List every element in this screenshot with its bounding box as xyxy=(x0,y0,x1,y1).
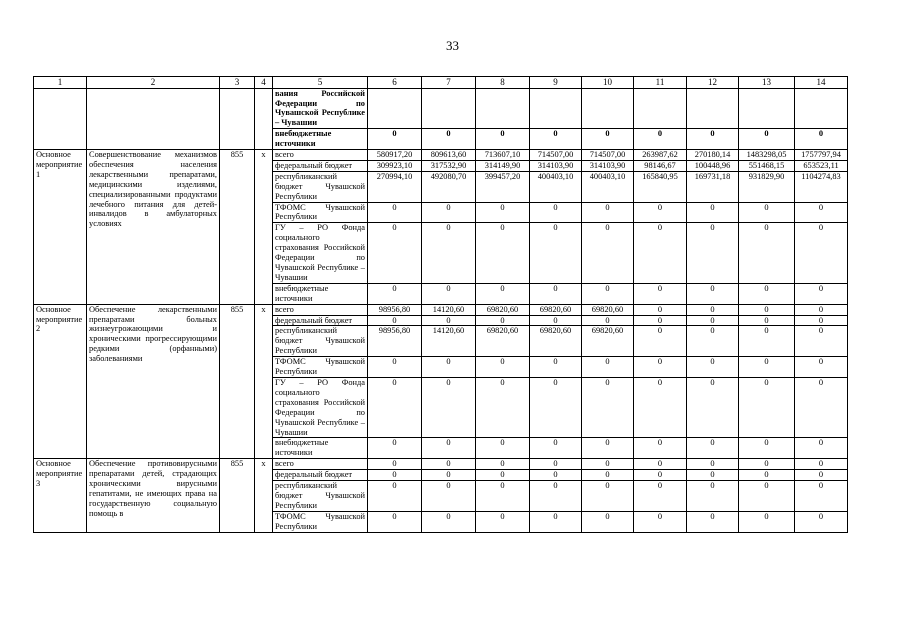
value-cell: 69820,60 xyxy=(530,326,582,357)
value-cell: 0 xyxy=(687,129,739,150)
value-cell: 0 xyxy=(739,129,795,150)
value-cell: 0 xyxy=(582,438,634,459)
value-cell: 0 xyxy=(530,283,582,304)
value-cell: 0 xyxy=(582,315,634,326)
value-cell: 0 xyxy=(795,223,848,283)
value-cell: 1483298,05 xyxy=(739,150,795,161)
table-row xyxy=(34,459,848,470)
value-cell: 270180,14 xyxy=(687,150,739,161)
value-cell: 0 xyxy=(634,377,687,437)
value-cell: 0 xyxy=(530,470,582,481)
value-cell xyxy=(582,88,634,129)
value-cell: 0 xyxy=(687,283,739,304)
source-cell: всего xyxy=(273,304,368,315)
value-cell: 0 xyxy=(739,511,795,532)
value-cell: 0 xyxy=(422,315,476,326)
value-cell: 0 xyxy=(530,315,582,326)
mark-cell: x xyxy=(255,150,273,305)
value-cell: 0 xyxy=(476,470,530,481)
value-cell: 0 xyxy=(476,511,530,532)
value-cell: 314103,90 xyxy=(530,160,582,171)
value-cell: 263987,62 xyxy=(634,150,687,161)
source-cell: внебюджетные источники xyxy=(273,283,368,304)
value-cell: 0 xyxy=(368,511,422,532)
value-cell: 0 xyxy=(530,223,582,283)
source-cell: ГУ – РО Фонда социального страхования Российской Федерации по Чувашской Республике – Чувашии xyxy=(273,223,368,283)
value-cell: 0 xyxy=(634,283,687,304)
value-cell: 69820,60 xyxy=(476,304,530,315)
value-cell: 0 xyxy=(795,283,848,304)
value-cell xyxy=(422,88,476,129)
value-cell: 714507,00 xyxy=(582,150,634,161)
value-cell xyxy=(634,88,687,129)
source-cell: ТФОМС Чувашской Республики xyxy=(273,202,368,223)
value-cell: 0 xyxy=(634,304,687,315)
value-cell: 0 xyxy=(368,459,422,470)
value-cell: 551468,15 xyxy=(739,160,795,171)
value-cell: 0 xyxy=(795,357,848,378)
value-cell xyxy=(739,88,795,129)
code-cell: 855 xyxy=(220,150,255,305)
mark-cell: x xyxy=(255,304,273,459)
name-cell xyxy=(87,88,220,149)
source-cell: федеральный бюджет xyxy=(273,315,368,326)
value-cell: 653523,11 xyxy=(795,160,848,171)
value-cell: 0 xyxy=(687,304,739,315)
code-cell: 855 xyxy=(220,459,255,532)
value-cell: 69820,60 xyxy=(582,304,634,315)
value-cell: 69820,60 xyxy=(530,304,582,315)
column-number-cell: 8 xyxy=(476,77,530,89)
value-cell: 714507,00 xyxy=(530,150,582,161)
value-cell: 0 xyxy=(795,511,848,532)
value-cell: 0 xyxy=(368,315,422,326)
value-cell: 0 xyxy=(687,202,739,223)
value-cell: 0 xyxy=(687,459,739,470)
value-cell: 0 xyxy=(422,438,476,459)
column-numbers-row xyxy=(34,77,848,89)
value-cell: 0 xyxy=(634,129,687,150)
value-cell: 0 xyxy=(634,202,687,223)
measure-name-cell: Обеспечение противовирусными препаратами детей, страдающих хроническими вирусными гепатитами, не имеющих права на государственную социальную помощь в xyxy=(87,459,220,532)
value-cell: 0 xyxy=(795,377,848,437)
column-number-cell: 14 xyxy=(795,77,848,89)
column-number-cell: 3 xyxy=(220,77,255,89)
value-cell: 0 xyxy=(634,470,687,481)
table-row xyxy=(34,150,848,161)
value-cell: 69820,60 xyxy=(582,326,634,357)
source-cell: республиканский бюджет Чувашской Республики xyxy=(273,326,368,357)
value-cell: 0 xyxy=(368,202,422,223)
table-row xyxy=(34,304,848,315)
value-cell: 98956,80 xyxy=(368,304,422,315)
source-cell: всего xyxy=(273,150,368,161)
source-cell: ТФОМС Чувашской Республики xyxy=(273,357,368,378)
label-cell xyxy=(34,88,87,149)
value-cell: 0 xyxy=(476,223,530,283)
value-cell: 0 xyxy=(582,223,634,283)
value-cell: 0 xyxy=(368,470,422,481)
value-cell: 0 xyxy=(530,377,582,437)
value-cell: 0 xyxy=(634,459,687,470)
value-cell: 0 xyxy=(634,438,687,459)
value-cell: 809613,60 xyxy=(422,150,476,161)
value-cell: 0 xyxy=(476,481,530,512)
value-cell: 0 xyxy=(422,202,476,223)
value-cell: 98956,80 xyxy=(368,326,422,357)
value-cell: 0 xyxy=(422,459,476,470)
value-cell: 0 xyxy=(422,357,476,378)
column-number-cell: 4 xyxy=(255,77,273,89)
source-cell: федеральный бюджет xyxy=(273,160,368,171)
column-number-cell: 7 xyxy=(422,77,476,89)
value-cell: 400403,10 xyxy=(582,171,634,202)
value-cell: 0 xyxy=(739,470,795,481)
value-cell: 98146,67 xyxy=(634,160,687,171)
value-cell: 0 xyxy=(687,481,739,512)
column-number-cell: 2 xyxy=(87,77,220,89)
value-cell: 0 xyxy=(530,202,582,223)
value-cell: 0 xyxy=(687,377,739,437)
value-cell: 0 xyxy=(476,202,530,223)
value-cell: 0 xyxy=(422,377,476,437)
source-cell: всего xyxy=(273,459,368,470)
value-cell: 0 xyxy=(687,511,739,532)
source-cell: республиканский бюджет Чувашской Республики xyxy=(273,171,368,202)
value-cell: 14120,60 xyxy=(422,304,476,315)
measure-label-cell: Основное мероприятие 3 xyxy=(34,459,87,532)
value-cell: 492080,70 xyxy=(422,171,476,202)
column-number-cell: 1 xyxy=(34,77,87,89)
code-cell xyxy=(220,88,255,149)
value-cell: 713607,10 xyxy=(476,150,530,161)
mark-cell: x xyxy=(255,459,273,532)
value-cell: 0 xyxy=(368,223,422,283)
value-cell xyxy=(476,88,530,129)
value-cell: 314103,90 xyxy=(582,160,634,171)
value-cell: 0 xyxy=(476,315,530,326)
value-cell: 0 xyxy=(582,129,634,150)
column-number-cell: 11 xyxy=(634,77,687,89)
source-cell: федеральный бюджет xyxy=(273,470,368,481)
value-cell: 0 xyxy=(739,223,795,283)
value-cell: 400403,10 xyxy=(530,171,582,202)
value-cell: 0 xyxy=(530,357,582,378)
value-cell: 165840,95 xyxy=(634,171,687,202)
value-cell: 317532,90 xyxy=(422,160,476,171)
value-cell: 314149,90 xyxy=(476,160,530,171)
value-cell: 0 xyxy=(422,481,476,512)
column-number-cell: 5 xyxy=(273,77,368,89)
budget-table-body xyxy=(34,77,848,533)
value-cell: 0 xyxy=(422,283,476,304)
value-cell: 0 xyxy=(634,511,687,532)
value-cell: 0 xyxy=(530,459,582,470)
value-cell: 0 xyxy=(582,459,634,470)
value-cell: 0 xyxy=(368,283,422,304)
column-number-cell: 9 xyxy=(530,77,582,89)
value-cell: 0 xyxy=(634,326,687,357)
column-number-cell: 13 xyxy=(739,77,795,89)
value-cell: 0 xyxy=(634,357,687,378)
value-cell: 0 xyxy=(582,470,634,481)
value-cell: 0 xyxy=(422,129,476,150)
value-cell: 0 xyxy=(795,129,848,150)
value-cell: 0 xyxy=(582,377,634,437)
value-cell: 0 xyxy=(476,459,530,470)
value-cell: 0 xyxy=(422,470,476,481)
source-cell: внебюджетные источники xyxy=(273,129,368,150)
value-cell: 100448,96 xyxy=(687,160,739,171)
column-number-cell: 12 xyxy=(687,77,739,89)
value-cell: 0 xyxy=(739,304,795,315)
value-cell: 0 xyxy=(582,202,634,223)
value-cell: 0 xyxy=(476,438,530,459)
value-cell: 1757797,94 xyxy=(795,150,848,161)
value-cell: 0 xyxy=(687,223,739,283)
value-cell xyxy=(530,88,582,129)
value-cell: 0 xyxy=(795,481,848,512)
column-number-cell: 6 xyxy=(368,77,422,89)
value-cell: 0 xyxy=(739,315,795,326)
mark-cell xyxy=(255,88,273,149)
value-cell: 0 xyxy=(422,223,476,283)
value-cell: 0 xyxy=(739,481,795,512)
value-cell: 0 xyxy=(687,326,739,357)
source-cell: внебюджетные источники xyxy=(273,438,368,459)
value-cell: 0 xyxy=(687,357,739,378)
column-number-cell: 10 xyxy=(582,77,634,89)
value-cell: 270994,10 xyxy=(368,171,422,202)
source-cell: ГУ – РО Фонда социального страхования Российской Федерации по Чувашской Республике – Чувашии xyxy=(273,377,368,437)
code-cell: 855 xyxy=(220,304,255,459)
value-cell xyxy=(687,88,739,129)
value-cell: 0 xyxy=(368,377,422,437)
value-cell xyxy=(795,88,848,129)
value-cell: 0 xyxy=(795,202,848,223)
value-cell: 0 xyxy=(739,377,795,437)
value-cell: 0 xyxy=(530,511,582,532)
value-cell: 0 xyxy=(739,283,795,304)
value-cell: 580917,20 xyxy=(368,150,422,161)
budget-table xyxy=(33,76,848,533)
value-cell: 0 xyxy=(687,470,739,481)
value-cell: 1104274,83 xyxy=(795,171,848,202)
value-cell: 0 xyxy=(795,304,848,315)
page-number: 33 xyxy=(446,38,459,53)
value-cell: 0 xyxy=(368,438,422,459)
value-cell: 0 xyxy=(368,129,422,150)
value-cell: 0 xyxy=(476,283,530,304)
value-cell: 0 xyxy=(634,223,687,283)
table-row xyxy=(34,88,848,129)
value-cell: 0 xyxy=(795,438,848,459)
value-cell: 69820,60 xyxy=(476,326,530,357)
value-cell: 0 xyxy=(582,481,634,512)
value-cell xyxy=(368,88,422,129)
value-cell: 0 xyxy=(634,481,687,512)
value-cell: 0 xyxy=(795,459,848,470)
value-cell: 0 xyxy=(795,470,848,481)
source-cell: республиканский бюджет Чувашской Республики xyxy=(273,481,368,512)
value-cell: 399457,20 xyxy=(476,171,530,202)
measure-name-cell: Совершенствование механизмов обеспечения населения лекарственными препаратами, медицинскими изделиями, специализированными продуктами лечебного питания для детей-инвалидов в амбулаторных условиях xyxy=(87,150,220,305)
value-cell: 0 xyxy=(634,315,687,326)
measure-label-cell: Основное мероприятие 2 xyxy=(34,304,87,459)
value-cell: 0 xyxy=(582,283,634,304)
value-cell: 0 xyxy=(582,511,634,532)
value-cell: 0 xyxy=(422,511,476,532)
value-cell: 309923,10 xyxy=(368,160,422,171)
value-cell: 0 xyxy=(476,357,530,378)
value-cell: 931829,90 xyxy=(739,171,795,202)
value-cell: 0 xyxy=(530,129,582,150)
value-cell: 0 xyxy=(795,326,848,357)
value-cell: 0 xyxy=(739,202,795,223)
value-cell: 0 xyxy=(687,315,739,326)
value-cell: 0 xyxy=(530,481,582,512)
value-cell: 14120,60 xyxy=(422,326,476,357)
value-cell: 0 xyxy=(582,357,634,378)
value-cell: 0 xyxy=(687,438,739,459)
value-cell: 0 xyxy=(739,326,795,357)
value-cell: 0 xyxy=(530,438,582,459)
value-cell: 0 xyxy=(739,459,795,470)
measure-name-cell: Обеспечение лекарственными препаратами больных жизнеугрожающими и хроническими прогрессирующими редкими (орфанными) заболеваниями xyxy=(87,304,220,459)
value-cell: 0 xyxy=(739,438,795,459)
value-cell: 0 xyxy=(476,377,530,437)
source-cell: вания Российской Федерации по Чувашской Республике – Чувашии xyxy=(273,88,368,129)
value-cell: 0 xyxy=(795,315,848,326)
value-cell: 0 xyxy=(368,357,422,378)
value-cell: 0 xyxy=(739,357,795,378)
measure-label-cell: Основное мероприятие 1 xyxy=(34,150,87,305)
value-cell: 169731,18 xyxy=(687,171,739,202)
source-cell: ТФОМС Чувашской Республики xyxy=(273,511,368,532)
value-cell: 0 xyxy=(368,481,422,512)
value-cell: 0 xyxy=(476,129,530,150)
